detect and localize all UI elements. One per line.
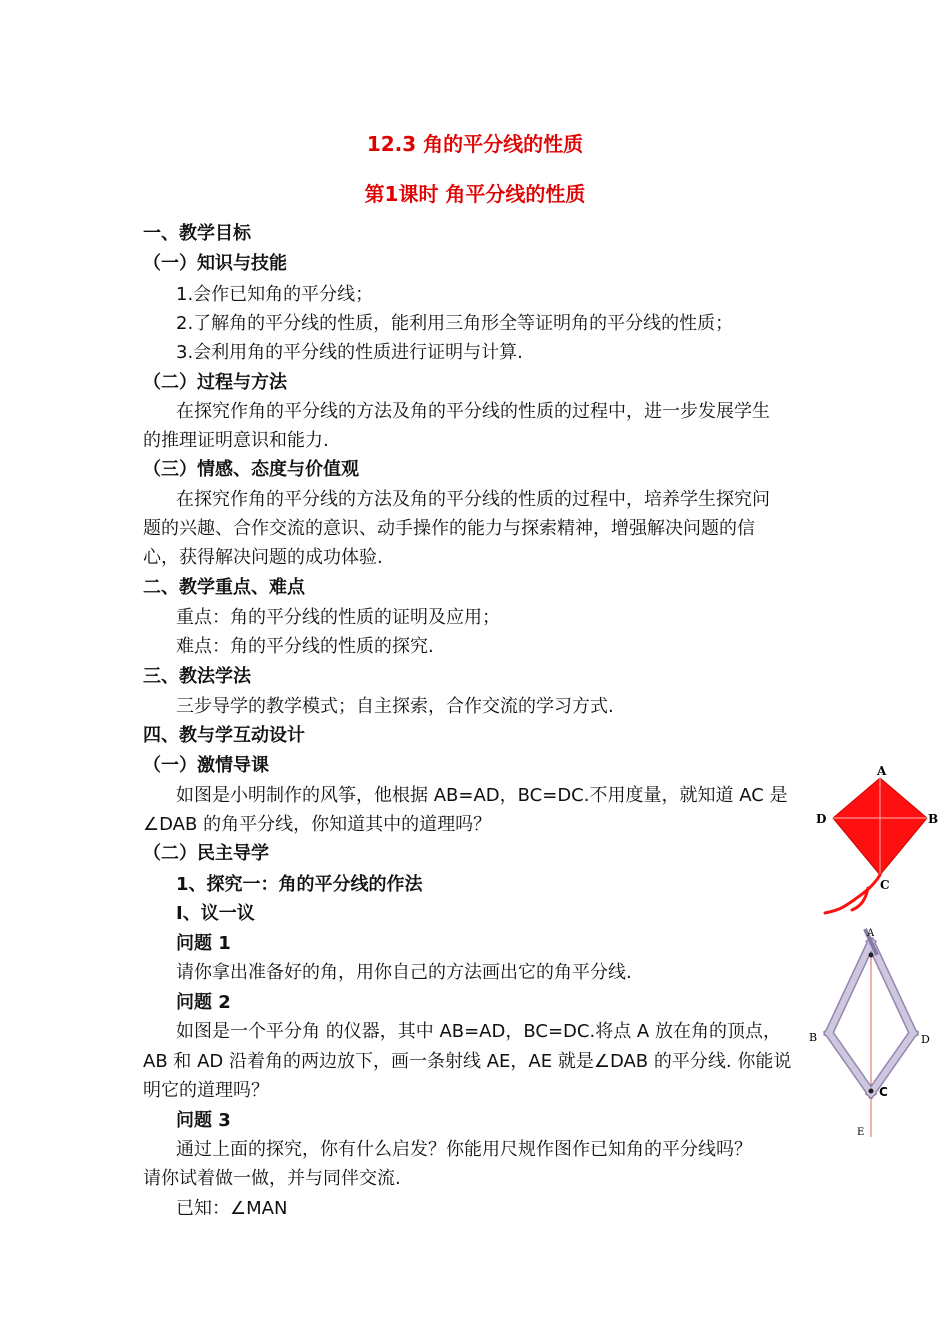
section-4-sub-1: （一）激情导课 [143, 755, 269, 776]
lesson-subtitle: 第1课时 角平分线的性质 [364, 182, 586, 206]
goal-item-2: 2.了解角的平分线的性质，能利用三角形全等证明角的平分线的性质； [176, 313, 734, 334]
instrument-label-d: D [921, 1033, 930, 1046]
section-3-heading: 三、教法学法 [143, 666, 251, 687]
kite-tail [825, 875, 880, 913]
difficult-point: 难点：角的平分线的性质的探究. [176, 636, 434, 657]
method-text: 三步导学的教学模式；自主探索，合作交流的学习方式. [176, 696, 614, 717]
section-4-sub-2: （二）民主导学 [143, 843, 269, 864]
instrument-label-b: B [809, 1031, 818, 1044]
goal-item-1: 1.会作已知角的平分线； [176, 284, 374, 305]
intro-line-1: 如图是小明制作的风筝，他根据 AB=AD，BC=DC.不用度量，就知道 AC 是 [176, 785, 788, 806]
attitude-para-line-2: 题的兴趣、合作交流的意识、动手操作的能力与探索精神，增强解决问题的信 [143, 518, 755, 539]
kite-label-a: A [877, 764, 887, 778]
key-point: 重点：角的平分线的性质的证明及应用； [176, 607, 500, 628]
attitude-para-line-1: 在探究作角的平分线的方法及角的平分线的性质的过程中，培养学生探究问 [176, 489, 770, 510]
known-line: 已知：∠MAN [176, 1198, 288, 1219]
kite-label-c: C [880, 878, 890, 892]
kite-label-b: B [928, 812, 939, 826]
section-4-heading: 四、教与学互动设计 [143, 725, 305, 746]
section-1-sub-3: （三）情感、态度与价值观 [143, 459, 359, 480]
lesson-title: 12.3 角的平分线的性质 [366, 132, 584, 156]
instrument-label-e: E [857, 1127, 865, 1138]
instrument-label-c: C [879, 1085, 888, 1099]
intro-line-2: ∠DAB 的角平分线，你知道其中的道理吗？ [143, 814, 492, 835]
question-2-line-2: AB 和 AD 沿着角的两边放下，画一条射线 AE，AE 就是∠DAB 的平分线. 你能说 [143, 1051, 792, 1072]
process-para-line-2: 的推理证明意识和能力. [143, 430, 329, 451]
section-1-sub-2: （二）过程与方法 [143, 372, 287, 393]
question-2-label: 问题 2 [176, 992, 231, 1013]
question-3-label: 问题 3 [176, 1110, 231, 1131]
question-1-text: 请你拿出准备好的角，用你自己的方法画出它的角平分线. [176, 962, 632, 983]
goal-item-3: 3.会利用角的平分线的性质进行证明与计算. [176, 342, 523, 363]
question-3-line-2: 请你试着做一做，并与同伴交流. [143, 1168, 401, 1189]
kite-label-d: D [816, 812, 827, 826]
process-para-line-1: 在探究作角的平分线的方法及角的平分线的性质的过程中，进一步发展学生 [176, 401, 770, 422]
question-3-line-1: 通过上面的探究，你有什么启发？你能用尺规作图作已知角的平分线吗？ [176, 1139, 752, 1160]
kite-figure [810, 760, 940, 925]
attitude-para-line-3: 心，获得解决问题的成功体验. [143, 547, 383, 568]
instrument-label-a: A [867, 928, 875, 939]
discuss-heading: I、议一议 [176, 903, 255, 924]
question-1-label: 问题 1 [176, 933, 231, 954]
section-1-sub-1: （一）知识与技能 [143, 253, 287, 274]
section-1-heading: 一、教学目标 [143, 223, 251, 244]
section-2-heading: 二、教学重点、难点 [143, 577, 305, 598]
question-2-line-1: 如图是一个平分角 的仪器，其中 AB=AD，BC=DC.将点 A 放在角的顶点， [176, 1021, 781, 1042]
question-2-line-3: 明它的道理吗？ [143, 1080, 269, 1101]
explore-heading: 1、探究一：角的平分线的作法 [176, 874, 423, 895]
bisector-instrument-figure [805, 925, 935, 1145]
